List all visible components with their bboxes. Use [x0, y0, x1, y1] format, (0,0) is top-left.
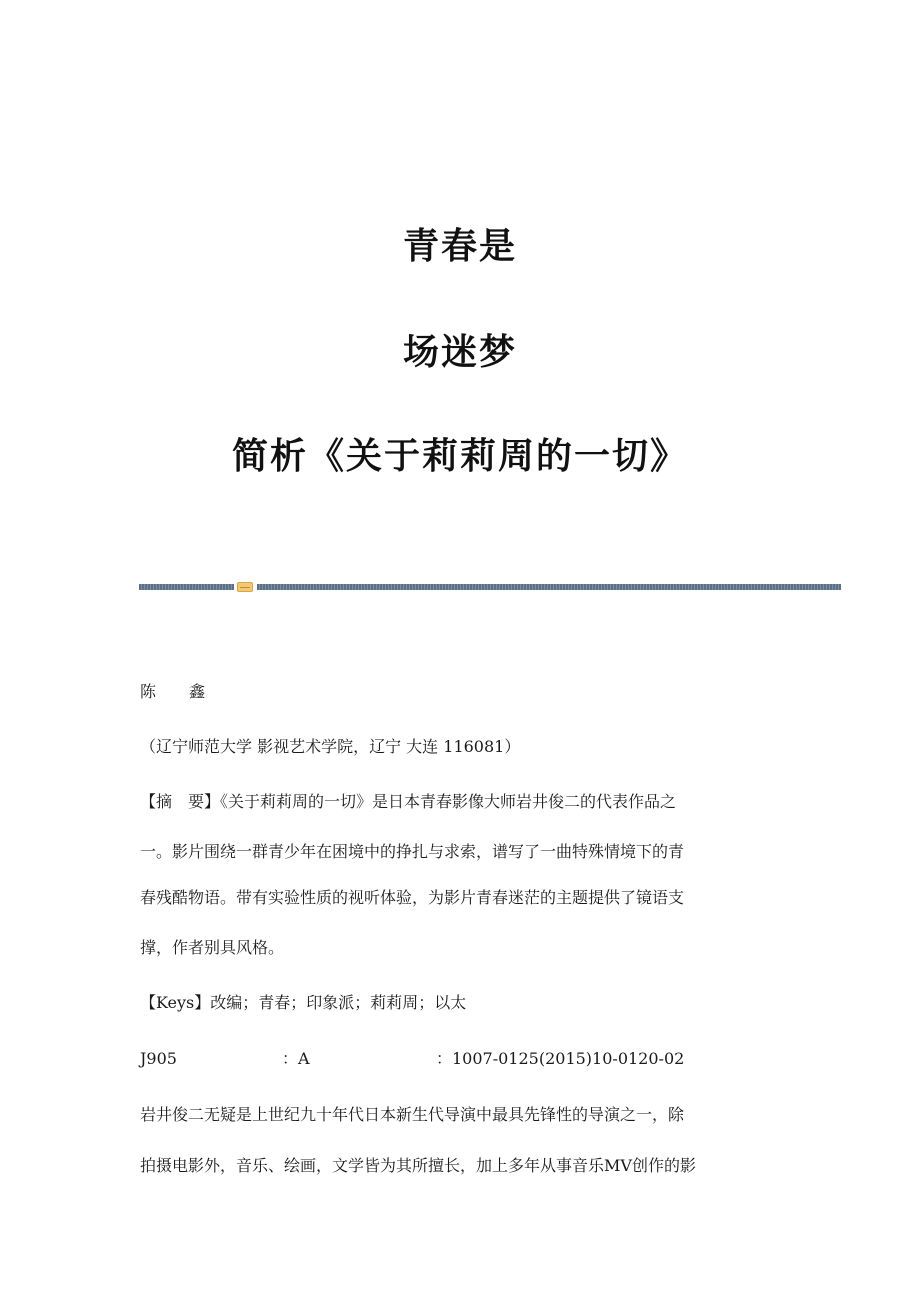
- article-id: ：1007-0125(2015)10-0120-02: [436, 1049, 685, 1068]
- title-line-3: 简析《关于莉莉周的一切》: [231, 436, 688, 477]
- clc-number: J905: [140, 1049, 177, 1068]
- abstract-line-3: 春残酷物语。带有实验性质的视听体验，为影片青春迷茫的主题提供了镜语支: [140, 888, 685, 907]
- document-code: ：A: [282, 1049, 310, 1068]
- abstract-line-2: 一。影片围绕一群青少年在困境中的挣扎与求索，谱写了一曲特殊情境下的青: [140, 842, 685, 861]
- section-divider: [139, 582, 841, 592]
- envelope-ornament-icon: [237, 582, 253, 592]
- author-affiliation: （辽宁师范大学 影视艺术学院，辽宁 大连 116081）: [140, 737, 521, 756]
- body-line-1: 岩井俊二无疑是上世纪九十年代日本新生代导演中最具先锋性的导演之一，除: [140, 1105, 685, 1124]
- title-line-2: 场迷梦: [402, 332, 517, 373]
- title-line-1: 青春是: [402, 226, 517, 267]
- divider-bar-left: [139, 584, 234, 590]
- body-line-2: 拍摄电影外，音乐、绘画，文学皆为其所擅长，加上多年从事音乐MV创作的影: [140, 1156, 696, 1175]
- divider-bar-right: [257, 584, 841, 590]
- abstract-line-4: 撑，作者别具风格。: [140, 938, 285, 957]
- author-name: 陈 鑫: [140, 682, 220, 701]
- abstract-line-1: 【摘 要】《关于莉莉周的一切》是日本青春影像大师岩井俊二的代表作品之: [140, 792, 677, 811]
- keywords: 【Keys】改编；青春；印象派；莉莉周；以太: [140, 993, 467, 1012]
